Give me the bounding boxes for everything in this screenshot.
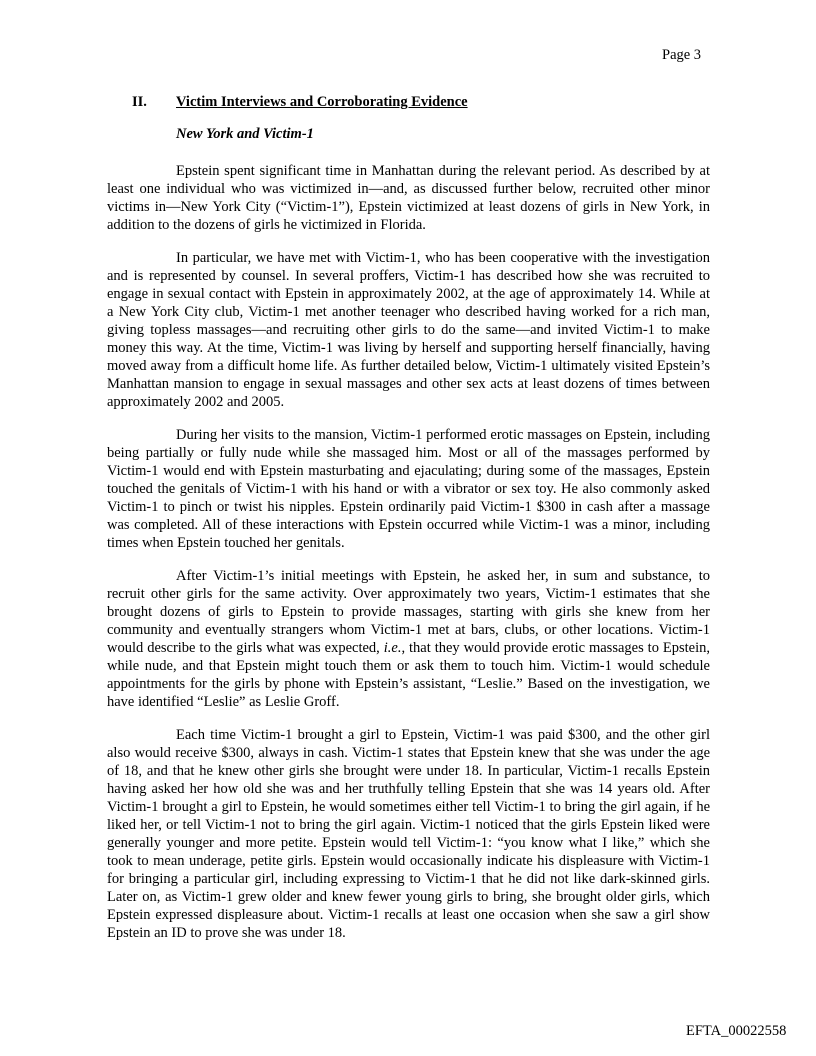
page-number: Page 3 — [662, 47, 702, 63]
paragraph-2: In particular, we have met with Victim-1, who has been cooperative with the investigation and is represented by counsel. In several proffers, Victim-1 has described how she was recruited to engage in sexual contact with Epstein in approximately 2002, at the age of approximately 14. While at a New York City club, Victim-1 met another teenager who described having worked for a rich man, giving topless massages—and recruiting other girls to do the same—and invited Victim-1 to make money this way. At the time, Victim-1 was living by herself and supporting herself financially, having moved away from a difficult home life. As further detailed below, Victim-1 ultimately visited Epstein’s Manhattan mansion to engage in sexual massages and other sex acts at least dozens of times between approximately 2002 and 2005. — [107, 250, 710, 410]
section-title: Victim Interviews and Corroborating Evidence — [176, 94, 468, 110]
paragraph-3: During her visits to the mansion, Victim-1 performed erotic massages on Epstein, including being partially or fully nude while she massaged him. Most or all of the massages performed by Victim-1 would end with Epstein masturbating and ejaculating; during some of the massages, Epstein touched the genitals of Victim-1 with his hand or with a vibrator or sex toy. He also commonly asked Victim-1 to pinch or twist his nipples. Epstein ordinarily paid Victim-1 $300 in cash after a massage was completed. All of these interactions with Epstein occurred while Victim-1 was a minor, including times when Epstein touched her genitals. — [107, 427, 710, 551]
bates-number: EFTA_00022558 — [686, 1023, 787, 1039]
paragraph-4-italic: i.e. — [383, 640, 402, 656]
paragraph-4-part-1: After Victim-1’s initial meetings with Epstein, he asked her, in sum and substance, to recruit other girls for the same activity. Over approximately two years, Victim-1 estimates that she brought dozens of girls to Epstein to provide massages, starting with girls she knew from her community and eventually strangers whom Victim-1 met at bars, clubs, or other locations. Victim-1 would describe to the girls what was expected, — [107, 568, 710, 656]
document-body — [107, 162, 710, 957]
paragraph-5: Each time Victim-1 brought a girl to Epstein, Victim-1 was paid $300, and the other girl also would receive $300, always in cash. Victim-1 states that Epstein knew that she was under the age of 18, and that he knew other girls she brought were under 18. In particular, Victim-1 recalls Epstein having asked her how old she was and her truthfully telling Epstein that she was 14 years old. After Victim-1 brought a girl to Epstein, he would sometimes either tell Victim-1 to bring the girl again, if he liked her, or tell Victim-1 not to bring the girl again. Victim-1 noticed that the girls Epstein liked were generally younger and more petite. Epstein would tell Victim-1: “you know what I like,” which she took to mean underage, petite girls. Epstein would occasionally indicate his displeasure with Victim-1 for bringing a particular girl, including expressing to Victim-1 that he did not like dark-skinned girls. Later on, as Victim-1 grew older and knew fewer young girls to bring, she brought older girls, which Epstein expressed displeasure about. Victim-1 recalls at least one occasion when she saw a girl show Epstein an ID to prove she was under 18. — [107, 727, 710, 941]
paragraph-4-part-2: , that they would provide erotic massages to Epstein, while nude, and that Epstein might touch them or ask them to touch him. Victim-1 would schedule appointments for the girls by phone with Epstein’s assistant, “Leslie.” Based on the investigation, we have identified “Leslie” as Leslie Groff. — [107, 640, 711, 710]
section-heading — [132, 94, 468, 111]
section-number: II. — [132, 94, 147, 110]
subheading: New York and Victim-1 — [176, 126, 314, 142]
paragraph-4 — [107, 567, 710, 711]
paragraph-1: Epstein spent significant time in Manhattan during the relevant period. As described by at least one individual who was victimized in—and, as discussed further below, recruited other minor victims in—New York City (“Victim-1”), Epstein victimized at least dozens of girls in New York, in addition to the dozens of girls he victimized in Florida. — [107, 163, 710, 233]
